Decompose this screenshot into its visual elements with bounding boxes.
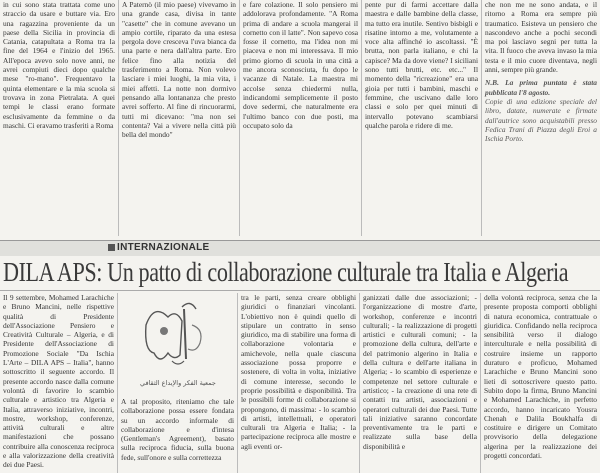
- section-bar: [0, 240, 600, 256]
- association-logo-icon: [124, 295, 232, 393]
- article2-column-4: [359, 293, 480, 473]
- article-text: Il 9 settembre, Mohamed Larachiche e Bruno Mancini, nelle rispettive qualità di Presidente dell'Associazione Pensiero e Creatività Culturale – Algeria, e di Presidente dell'Associazione di Promozione Sociale "Da Ischia L'Arte – DILA APS – Italia", hanno sottoscritto il seguente accordo. Il presente accordo nasce dalla comune volontà di favorire lo scambio culturale e artistico tra Algeria e Italia, attraverso iniziative, incontri, mostre, workshop, conferenze, attività culturali e altre manifestazioni che possano contribuire alla conoscenza reciproca e alla valorizzazione della creatività dei due Paesi.: [3, 293, 114, 470]
- section-label: INTERNAZIONALE: [117, 242, 210, 253]
- article2-column-3: [237, 293, 359, 473]
- article-text: in cui sono stata trattata come uno straccio da usare e buttare via. Ero una ragazzina proveniente da un paese della Sicilia in provincia di Catania, catapultata a Roma tra la fine del 1964 e l'inizio del 1965. All'epoca avevo solo nove anni, ne avrei compiuti dieci dopo qualche mese "ro-mano". Frequentavo la quinta elementare e la mia scuola si trovava in zona Pietralata. A quei tempi le classi erano formate esclusivamente da femmine o da maschi. Ci eravamo trasferiti a Roma: [3, 0, 115, 130]
- article-column-2: [118, 0, 239, 236]
- logo-caption: جمعية الفكر والإبداع الثقافي: [139, 379, 216, 387]
- section-square-icon: [108, 244, 115, 251]
- editor-note: N.B. La prima puntata è stata pubblicata l'8 agosto.: [485, 78, 597, 97]
- article-text: A tal proposito, riteniamo che tale collaborazione possa essere fondata su un accordo informale di collaborazione e d'intesa (Gentleman's Agreement), basato sulla reciproca fiducia, sulla buona fede, sull'onore e sulla correttezza: [121, 397, 234, 462]
- article2-column-2: [117, 293, 237, 473]
- article-text: tra le parti, senza creare obblighi giuridici o finanziari vincolanti. L'obiettivo non è quindi quello di stipulare un contratto in senso giuridico, ma di stabilire una forma di collaborazione volontaria e amichevole, nella quale ciascuna associazione possa proporre e sostenere, di volta in volta, iniziative di comune interesse, secondo le proprie possibilità e disponibilità. Tra le possibili forme di collaborazione si propongono, di massima: - lo scambio di artisti, intellettuali, e operatori culturali tra Algeria e Italia; - la partecipazione reciproca alle mostre e agli eventi or-: [241, 293, 356, 451]
- article-text: A Paternò (il mio paese) vivevamo in una grande casa, divisa in tante "casette" che in comune avevano un ampio cortile, riparato da una estesa pergola dove cresceva l'uva bianca da una parte e nera dall'altra parte. Ero felice fino alla notizia del trasferimento a Roma. Non volevo lasciare i miei luoghi, la mia vita, i miei affetti. La notte non dormivo pensando alla lontananza che presto avrei sofferto. Al fine di rincuorarmi, tutti mi dicevano: "ma non sei contenta? Vai a vivere nella città più bella del mondo": [122, 0, 236, 140]
- article-text: della volontà reciproca, senza che la presente proposta comporti obblighi di natura economica, contrattuale o giuridica. Confidando nella reciproca sensibilità verso il dialogo interculturale e nella possibilità di costruire insieme un rapporto duraturo e proficuo, Mohamed Larachiche e Bruno Mancini sono lieti di sottoscrivere questo patto. Subito dopo la firma, Bruno Mancini e Mohamed Larachiche, in perfetto accordo, hanno incaricato Yousra Chenah e Dalila Boukhalfa di costituire e dirigere un Comitato provvisorio della delegazione algerina per la realizzazione dei progetti concordati.: [484, 293, 597, 461]
- article-column-4: [361, 0, 481, 236]
- article-column-5: [481, 0, 600, 236]
- article-text: pente pur di farmi accettare dalla maestra e dalle bambine della classe, ma tutto era inutile. Sentivo bisbigli e risatine intorno a me, volutamente a voce alta affinché io ascoltassi. "È brutta, non parla italiano, e chi la capisce? Ma da dove viene? I siciliani sono tutti brutti, etc. etc..." Il momento della "ricreazione" era una gioia per tutti i bambini, maschi e femmine, che uscivano dalle loro classi e solo per quei minuti di intervallo potevano scambiarsi qualche parola e ridere di me.: [365, 0, 478, 130]
- article-text: che non me ne sono andata, e il ritorno a Roma era sempre più traumatico. Esisteva un pensiero che nascondevo anche a pochi secondi ma poi lasciavo segni per tutta la vita. Il fuoco che aveva invaso la mia testa e il mio cuore diventava, negli anni, sempre più grande.: [485, 0, 597, 75]
- article-text: ganizzati dalle due associazioni; - l'organizzazione di mostre d'arte, workshop, conferenze e incontri culturali; - la realizzazione di progetti artistici e culturali comuni; - la promozione della cultura, dell'arte e del patrimonio algerino in Italia e della cultura e dell'arte italiana in Algeria; - lo scambio di esperienze e competenze nel settore culturale e artistico; - la creazione di una rete di contatti tra artisti, associazioni e operatori culturali dei due Paesi. Tutte tali iniziative saranno concordate preventivamente tra le parti e realizzate sulla base della disponibilità e: [363, 293, 477, 451]
- article2-column-1: [0, 293, 117, 473]
- article2-column-5: [480, 293, 600, 473]
- article-column-1: [0, 0, 118, 236]
- article-text: e fare colazione. Il solo pensiero mi addolorava profondamente. "A Roma prima di andare a scuola mangerai il cornetto con il latte". Non sapevo cosa fosse il cornetto, ma l'idea non mi piaceva e non mi interessava. Il mio primo giorno di scuola in una città a me ancora sconosciuta, fu dopo le vacanze di Natale. La maestra mi accolse senza chiedermi nulla, indicandomi semplicemente il posto dove sedermi, che naturalmente era l'ultimo banco con due posti, ma occupato solo da: [243, 0, 358, 130]
- purchase-note: Copie di una edizione speciale del libro, datate, numerate e firmate dall'autrice sono acquistabili presso Fedica Trani di Piazza degli Eroi a Ischia Porto.: [485, 96, 597, 144]
- article-column-3: [239, 0, 361, 236]
- divider: [0, 290, 600, 291]
- article-headline: DILA APS: Un patto di collaborazione culturale tra Italia e Algeria: [3, 257, 569, 287]
